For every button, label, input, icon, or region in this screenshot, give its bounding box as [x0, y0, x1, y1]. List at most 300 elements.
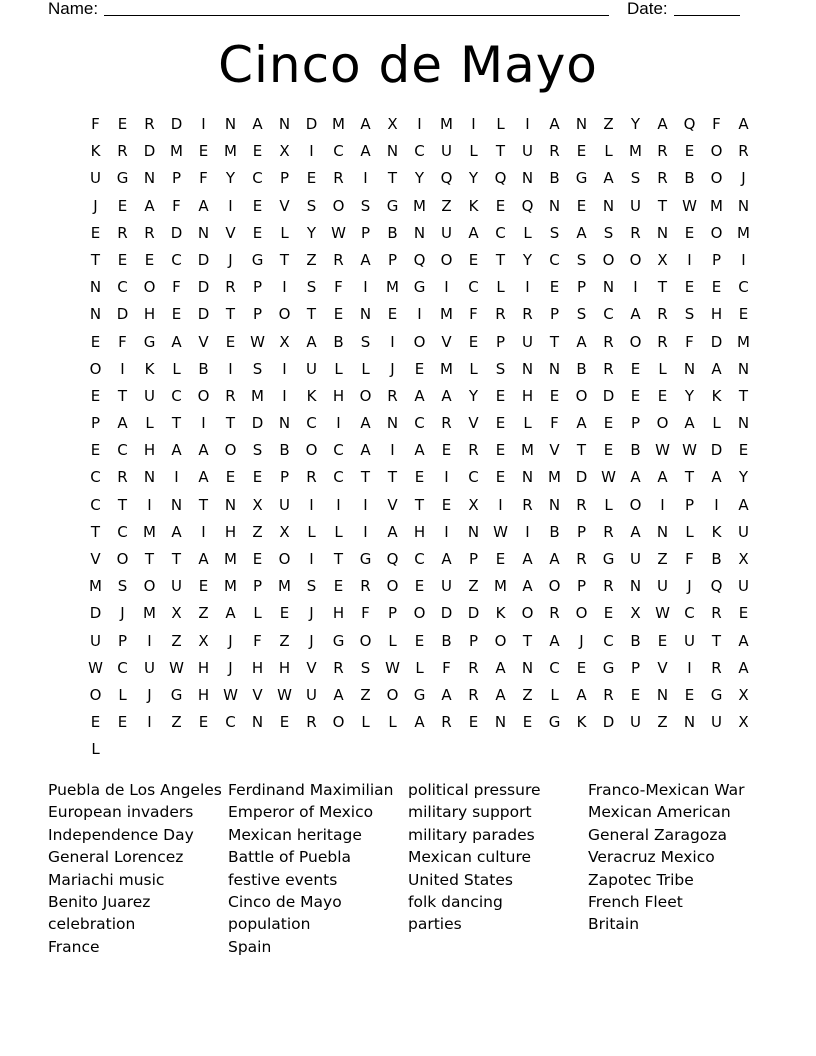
grid-letter: A: [468, 223, 479, 242]
grid-letter: M: [440, 359, 453, 378]
grid-letter: U: [306, 359, 317, 378]
grid-letter: L: [685, 522, 694, 541]
grid-letter: V: [387, 495, 398, 514]
grid-letter: E: [144, 250, 155, 269]
grid-letter: A: [576, 332, 587, 351]
grid-letter: M: [737, 223, 750, 242]
grid-letter: A: [630, 522, 641, 541]
grid-letter: F: [685, 550, 694, 568]
grid-letter: E: [603, 441, 614, 460]
grid-letter: O: [143, 278, 156, 297]
grid-letter: W: [88, 658, 103, 677]
grid-letter: A: [387, 522, 398, 541]
grid-letter: Y: [225, 169, 236, 188]
grid-letter: N: [89, 305, 102, 324]
grid-letter: L: [550, 685, 559, 704]
grid-letter: G: [602, 550, 615, 568]
grid-letter: T: [333, 550, 344, 568]
grid-letter: N: [656, 685, 669, 704]
grid-letter: N: [251, 713, 264, 732]
grid-letter: Z: [522, 685, 533, 704]
grid-letter: A: [576, 223, 587, 242]
grid-letter: A: [441, 386, 452, 405]
grid-letter: B: [387, 223, 398, 242]
grid-letter: P: [576, 278, 587, 297]
word-list-item: Franco-Mexican War: [588, 781, 745, 799]
grid-letter: I: [687, 658, 692, 677]
word-list-item: Independence Day: [48, 825, 194, 844]
grid-letter: K: [495, 604, 506, 623]
grid-letter: N: [143, 468, 156, 487]
grid-letter: A: [576, 685, 587, 704]
grid-letter: I: [390, 332, 395, 351]
word-list-item: Veracruz Mexico: [588, 848, 715, 867]
grid-letter: K: [576, 713, 587, 732]
grid-letter: P: [387, 604, 398, 623]
grid-letter: N: [278, 115, 291, 133]
grid-letter: Q: [683, 115, 696, 133]
grid-letter: E: [684, 142, 695, 161]
grid-letter: A: [441, 550, 452, 568]
word-list-item: France: [48, 937, 100, 956]
grid-letter: I: [714, 495, 719, 514]
grid-letter: Q: [521, 196, 534, 215]
grid-letter: Z: [279, 631, 290, 650]
grid-letter: M: [224, 142, 237, 161]
grid-letter: N: [737, 359, 750, 378]
grid-letter: E: [576, 658, 587, 677]
grid-letter: M: [143, 604, 156, 623]
grid-letter: U: [711, 713, 722, 732]
grid-letter: K: [468, 196, 479, 215]
grid-letter: P: [684, 495, 695, 514]
grid-letter: R: [603, 332, 614, 351]
grid-letter: L: [361, 713, 370, 732]
grid-letter: P: [549, 305, 560, 324]
grid-letter: G: [575, 169, 588, 188]
grid-letter: O: [143, 577, 156, 596]
grid-letter: T: [117, 495, 128, 514]
grid-letter: R: [441, 713, 452, 732]
grid-letter: X: [738, 550, 749, 568]
grid-letter: R: [657, 169, 668, 188]
grid-letter: J: [228, 658, 233, 677]
grid-letter: B: [441, 631, 452, 650]
grid-letter: I: [228, 196, 233, 215]
grid-letter: P: [279, 169, 290, 188]
grid-letter: H: [251, 658, 264, 677]
word-list-item: General Zaragoza: [588, 825, 727, 844]
grid-letter: I: [363, 522, 368, 541]
grid-letter: A: [198, 550, 209, 568]
grid-letter: H: [197, 685, 210, 704]
grid-letter: N: [575, 115, 588, 133]
grid-letter: F: [712, 115, 721, 133]
grid-letter: C: [603, 631, 614, 650]
grid-letter: R: [441, 414, 452, 433]
grid-letter: U: [684, 631, 695, 650]
grid-letter: D: [89, 604, 102, 623]
grid-letter: E: [117, 196, 128, 215]
grid-letter: S: [549, 223, 560, 242]
grid-letter: W: [169, 658, 184, 677]
grid-letter: E: [441, 495, 452, 514]
word-list-item: festive events: [228, 870, 338, 889]
grid-letter: K: [306, 386, 317, 405]
grid-letter: E: [90, 332, 101, 351]
grid-letter: L: [118, 685, 127, 704]
word-list-item: population: [228, 915, 311, 934]
grid-letter: R: [549, 604, 560, 623]
page-title: Cinco de Mayo: [218, 36, 598, 94]
grid-letter: B: [576, 359, 587, 378]
grid-letter: T: [522, 631, 533, 650]
grid-letter: X: [279, 142, 290, 161]
grid-letter: Z: [171, 631, 182, 650]
grid-letter: Q: [494, 169, 507, 188]
grid-letter: A: [522, 577, 533, 596]
grid-letter: E: [252, 468, 263, 487]
grid-letter: J: [147, 685, 152, 704]
grid-letter: O: [575, 386, 588, 405]
grid-letter: P: [90, 414, 101, 433]
grid-letter: C: [549, 250, 560, 269]
grid-letter: N: [143, 169, 156, 188]
grid-letter: R: [549, 142, 560, 161]
word-list-column: [48, 779, 228, 958]
grid-letter: C: [603, 305, 614, 324]
grid-letter: A: [171, 522, 182, 541]
grid-letter: E: [495, 196, 506, 215]
grid-letter: N: [197, 223, 210, 242]
grid-letter: R: [225, 386, 236, 405]
grid-letter: A: [414, 441, 425, 460]
grid-letter: E: [468, 250, 479, 269]
grid-letter: T: [495, 250, 506, 269]
grid-letter: E: [117, 115, 128, 133]
grid-letter: X: [198, 631, 209, 650]
grid-letter: A: [549, 550, 560, 568]
grid-letter: H: [224, 522, 237, 541]
grid-letter: P: [495, 332, 506, 351]
grid-letter: E: [495, 386, 506, 405]
grid-letter: A: [198, 196, 209, 215]
grid-letter: E: [90, 386, 101, 405]
grid-letter: M: [737, 332, 750, 351]
grid-letter: O: [305, 441, 318, 460]
grid-letter: O: [602, 250, 615, 269]
grid-letter: I: [363, 278, 368, 297]
grid-letter: D: [602, 713, 615, 732]
grid-letter: N: [467, 522, 480, 541]
grid-letter: M: [170, 142, 183, 161]
grid-letter: I: [687, 250, 692, 269]
grid-letter: G: [170, 685, 183, 704]
grid-letter: N: [521, 658, 534, 677]
grid-letter: N: [359, 305, 372, 324]
grid-letter: Z: [657, 713, 668, 732]
grid-letter: A: [711, 359, 722, 378]
grid-letter: S: [360, 196, 371, 215]
grid-letter: U: [657, 577, 668, 596]
grid-letter: R: [603, 522, 614, 541]
grid-letter: H: [143, 305, 156, 324]
grid-letter: T: [306, 305, 317, 324]
grid-letter: C: [171, 250, 182, 269]
grid-letter: E: [441, 441, 452, 460]
grid-letter: Q: [710, 577, 723, 596]
grid-letter: N: [521, 359, 534, 378]
grid-letter: D: [440, 604, 453, 623]
grid-letter: E: [738, 604, 749, 623]
grid-letter: S: [576, 250, 587, 269]
grid-letter: O: [710, 223, 723, 242]
grid-letter: T: [711, 631, 722, 650]
grid-letter: E: [333, 305, 344, 324]
grid-letter: F: [172, 278, 181, 297]
grid-letter: X: [252, 495, 263, 514]
grid-letter: N: [224, 495, 237, 514]
grid-letter: V: [279, 196, 290, 215]
grid-letter: L: [388, 631, 397, 650]
grid-letter: R: [657, 305, 668, 324]
grid-letter: N: [521, 468, 534, 487]
grid-letter: D: [143, 142, 156, 161]
grid-letter: E: [279, 604, 290, 623]
grid-letter: C: [684, 604, 695, 623]
grid-letter: A: [414, 386, 425, 405]
grid-letter: S: [306, 196, 317, 215]
grid-letter: C: [90, 495, 101, 514]
grid-letter: O: [224, 441, 237, 460]
grid-letter: L: [388, 713, 397, 732]
grid-letter: E: [414, 577, 425, 596]
grid-letter: X: [171, 604, 182, 623]
grid-letter: E: [252, 142, 263, 161]
grid-letter: P: [630, 414, 641, 433]
grid-letter: O: [413, 332, 426, 351]
grid-letter: A: [657, 115, 668, 133]
grid-letter: G: [332, 631, 345, 650]
grid-letter: I: [525, 278, 530, 297]
grid-letter: D: [467, 604, 480, 623]
grid-letter: W: [277, 685, 292, 704]
grid-letter: G: [359, 550, 372, 568]
word-list-item: Zapotec Tribe: [588, 870, 694, 889]
grid-letter: X: [279, 522, 290, 541]
grid-letter: I: [336, 414, 341, 433]
grid-letter: R: [144, 115, 155, 133]
grid-letter: M: [440, 305, 453, 324]
grid-letter: A: [171, 332, 182, 351]
grid-letter: C: [495, 223, 506, 242]
grid-letter: J: [741, 169, 746, 188]
grid-letter: I: [660, 495, 665, 514]
grid-letter: P: [711, 250, 722, 269]
grid-letter: Z: [171, 713, 182, 732]
grid-letter: C: [117, 522, 128, 541]
grid-letter: T: [387, 169, 398, 188]
grid-letter: O: [629, 332, 642, 351]
worksheet-header: [48, 0, 748, 20]
grid-letter: P: [387, 250, 398, 269]
grid-letter: R: [360, 577, 371, 596]
grid-letter: U: [630, 713, 641, 732]
grid-letter: I: [741, 250, 746, 269]
grid-letter: R: [117, 468, 128, 487]
grid-letter: B: [279, 441, 290, 460]
grid-letter: F: [199, 169, 208, 188]
grid-letter: L: [712, 414, 721, 433]
grid-letter: E: [630, 685, 641, 704]
grid-letter: B: [630, 441, 641, 460]
grid-letter: I: [147, 713, 152, 732]
grid-letter: J: [390, 359, 395, 378]
grid-letter: U: [144, 658, 155, 677]
grid-letter: R: [468, 441, 479, 460]
grid-letter: I: [309, 142, 314, 161]
grid-letter: V: [90, 550, 101, 568]
grid-letter: E: [252, 223, 263, 242]
grid-letter: U: [171, 577, 182, 596]
grid-letter: I: [120, 359, 125, 378]
grid-letter: R: [333, 658, 344, 677]
grid-letter: C: [225, 713, 236, 732]
grid-letter: Z: [360, 685, 371, 704]
grid-letter: I: [444, 522, 449, 541]
grid-letter: P: [252, 305, 263, 324]
grid-letter: F: [118, 332, 127, 351]
grid-letter: T: [90, 522, 101, 541]
grid-letter: E: [90, 441, 101, 460]
grid-letter: R: [711, 604, 722, 623]
grid-letter: I: [174, 468, 179, 487]
grid-letter: G: [386, 196, 399, 215]
grid-letter: O: [116, 550, 129, 568]
word-list-item: Mariachi music: [48, 870, 165, 889]
grid-letter: R: [144, 223, 155, 242]
grid-letter: F: [253, 631, 262, 650]
grid-letter: A: [549, 631, 560, 650]
grid-letter: E: [684, 685, 695, 704]
grid-letter: S: [360, 658, 371, 677]
grid-letter: N: [683, 713, 696, 732]
grid-letter: E: [468, 713, 479, 732]
grid-letter: E: [603, 414, 614, 433]
grid-letter: N: [170, 495, 183, 514]
grid-letter: G: [116, 169, 129, 188]
word-list-item: Emperor of Mexico: [228, 803, 374, 822]
grid-letter: Z: [657, 550, 668, 568]
grid-letter: R: [738, 142, 749, 161]
grid-letter: A: [306, 332, 317, 351]
grid-letter: L: [496, 115, 505, 133]
grid-letter: N: [737, 196, 750, 215]
grid-letter: S: [603, 223, 614, 242]
grid-letter: S: [576, 305, 587, 324]
grid-letter: A: [198, 441, 209, 460]
grid-letter: V: [441, 332, 452, 351]
grid-letter: I: [444, 468, 449, 487]
grid-letter: A: [738, 495, 749, 514]
grid-letter: E: [252, 550, 263, 568]
grid-letter: H: [143, 441, 156, 460]
grid-letter: U: [630, 550, 641, 568]
grid-letter: T: [684, 468, 695, 487]
grid-letter: W: [655, 604, 670, 623]
grid-letter: E: [468, 332, 479, 351]
grid-letter: U: [441, 223, 452, 242]
grid-letter: E: [414, 468, 425, 487]
grid-letter: E: [576, 196, 587, 215]
grid-letter: I: [498, 495, 503, 514]
grid-letter: Z: [252, 522, 263, 541]
grid-letter: L: [145, 414, 154, 433]
grid-letter: R: [576, 495, 587, 514]
grid-letter: F: [469, 305, 478, 324]
grid-letter: E: [225, 468, 236, 487]
grid-letter: B: [711, 550, 722, 568]
grid-letter: S: [252, 359, 263, 378]
grid-letter: I: [633, 278, 638, 297]
grid-letter: N: [413, 223, 426, 242]
grid-letter: Y: [468, 169, 479, 188]
grid-letter: Y: [738, 468, 749, 487]
grid-letter: A: [171, 441, 182, 460]
grid-letter: O: [386, 577, 399, 596]
grid-letter: T: [225, 414, 236, 433]
grid-letter: E: [549, 278, 560, 297]
grid-letter: D: [197, 250, 210, 269]
word-list-item: Mexican culture: [408, 848, 532, 867]
grid-letter: A: [441, 685, 452, 704]
grid-letter: U: [441, 142, 452, 161]
grid-letter: A: [117, 414, 128, 433]
word-list-item: Britain: [588, 915, 640, 934]
grid-letter: U: [90, 631, 101, 650]
grid-letter: I: [201, 115, 206, 133]
grid-letter: X: [738, 685, 749, 704]
grid-letter: N: [386, 142, 399, 161]
grid-letter: M: [548, 468, 561, 487]
grid-letter: T: [171, 550, 182, 568]
grid-letter: Y: [684, 386, 695, 405]
grid-letter: G: [602, 658, 615, 677]
grid-letter: T: [387, 468, 398, 487]
grid-letter: M: [629, 142, 642, 161]
grid-letter: T: [198, 495, 209, 514]
grid-letter: E: [684, 223, 695, 242]
grid-letter: D: [305, 115, 318, 133]
grid-letter: G: [413, 278, 426, 297]
grid-letter: G: [548, 713, 561, 732]
grid-letter: A: [603, 169, 614, 188]
grid-letter: V: [252, 685, 263, 704]
grid-letter: A: [630, 305, 641, 324]
grid-letter: T: [576, 441, 587, 460]
grid-letter: O: [521, 604, 534, 623]
word-list-item: Spain: [228, 937, 272, 956]
grid-letter: Q: [386, 550, 399, 568]
grid-letter: H: [521, 386, 534, 405]
grid-letter: J: [687, 577, 692, 596]
grid-letter: B: [684, 169, 695, 188]
grid-letter: E: [576, 142, 587, 161]
grid-letter: C: [117, 441, 128, 460]
grid-letter: P: [576, 577, 587, 596]
grid-letter: R: [522, 305, 533, 324]
grid-letter: C: [90, 468, 101, 487]
